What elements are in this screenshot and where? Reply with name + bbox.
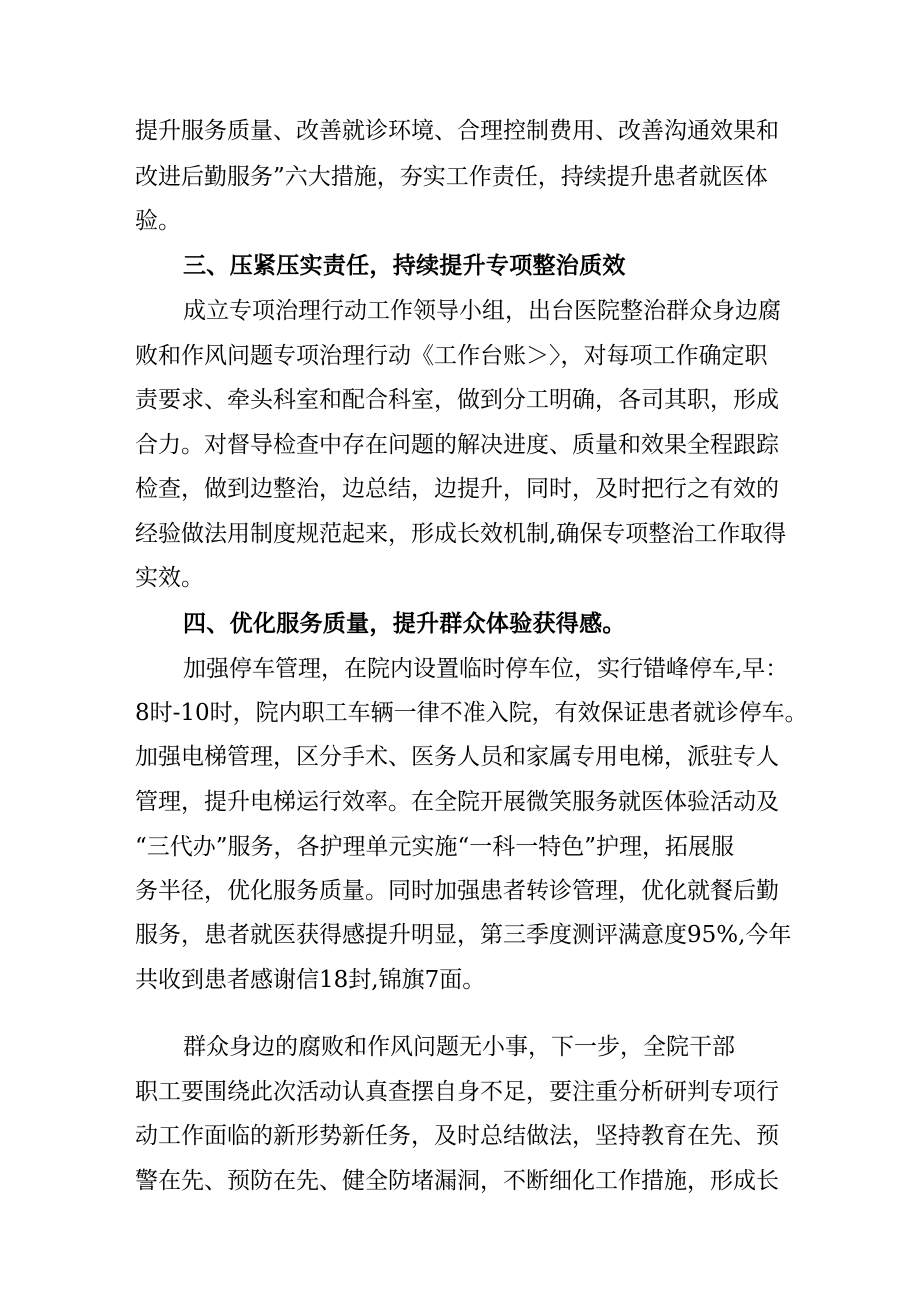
body-text-line: 成立专项治理行动工作领导小组，出台医院整治群众身边腐 (183, 298, 781, 324)
body-text-line: 检查，做到边整治，边总结，边提升，同时，及时把行之有效的 (135, 476, 779, 502)
body-text-line: 群众身边的腐败和作风问题无小事，下一步，全院干部 (183, 1034, 735, 1060)
body-text-line: 警在先、预防在先、健全防堵漏洞，不断细化工作措施，形成长 (135, 1168, 779, 1194)
body-text-line: 败和作风问题专项治理行动《工作台账＞〉，对每项工作确定职 (135, 343, 768, 369)
body-text-line: 加强电梯管理，区分手术、医务人员和家属专用电梯，派驻专人 (135, 744, 779, 770)
section-heading-3: 三、压紧压实责任，持续提升专项整治质效 (183, 252, 626, 279)
section-heading-4: 四、优化服务质量，提升群众体验获得感。 (183, 610, 626, 637)
body-text-line: 职工要围绕此次活动认真查摆自身不足，要注重分析研判专项行 (135, 1079, 779, 1105)
body-text-line: 经验做法用制度规范起来，形成长效机制,确保专项整治工作取得 (135, 521, 787, 547)
body-text-line: 责要求、牵头科室和配合科室，做到分工明确，各司其职，形成 (135, 387, 779, 413)
body-text-line: 加强停车管理，在院内设置临时停车位，实行错峰停车,早： (183, 656, 789, 682)
body-text-line: 管理，提升电梯运行效率。在全院开展微笑服务就医体验活动及 (135, 789, 779, 815)
body-text-line: 服务，患者就医获得感提升明显，第三季度测评满意度95%,今年 (135, 922, 792, 948)
body-text-line: 验。 (135, 208, 181, 234)
body-text-line: 务半径，优化服务质量。同时加强患者转诊管理，优化就餐后勤 (135, 878, 779, 904)
body-text-line: “三代办”服务，各护理单元实施“一科一特色”护理，拓展服 (135, 834, 735, 860)
body-text-line: 改进后勤服务”六大措施，夯实工作责任，持续提升患者就医体 (135, 164, 768, 190)
body-text-line: 合力。对督导检查中存在问题的解决进度、质量和效果全程跟踪 (135, 432, 779, 458)
body-text-line: 动工作面临的新形势新任务，及时总结做法，坚持教育在先、预 (135, 1123, 779, 1149)
body-text-line: 8时-10时，院内职工车辆一律不准入院，有效保证患者就诊停车。 (135, 700, 808, 726)
body-text-line: 提升服务质量、改善就诊环境、合理控制费用、改善沟通效果和 (135, 118, 779, 144)
body-text-line: 实效。 (135, 565, 204, 591)
body-text-line: 共收到患者感谢信18封,锦旗7面。 (135, 967, 486, 993)
